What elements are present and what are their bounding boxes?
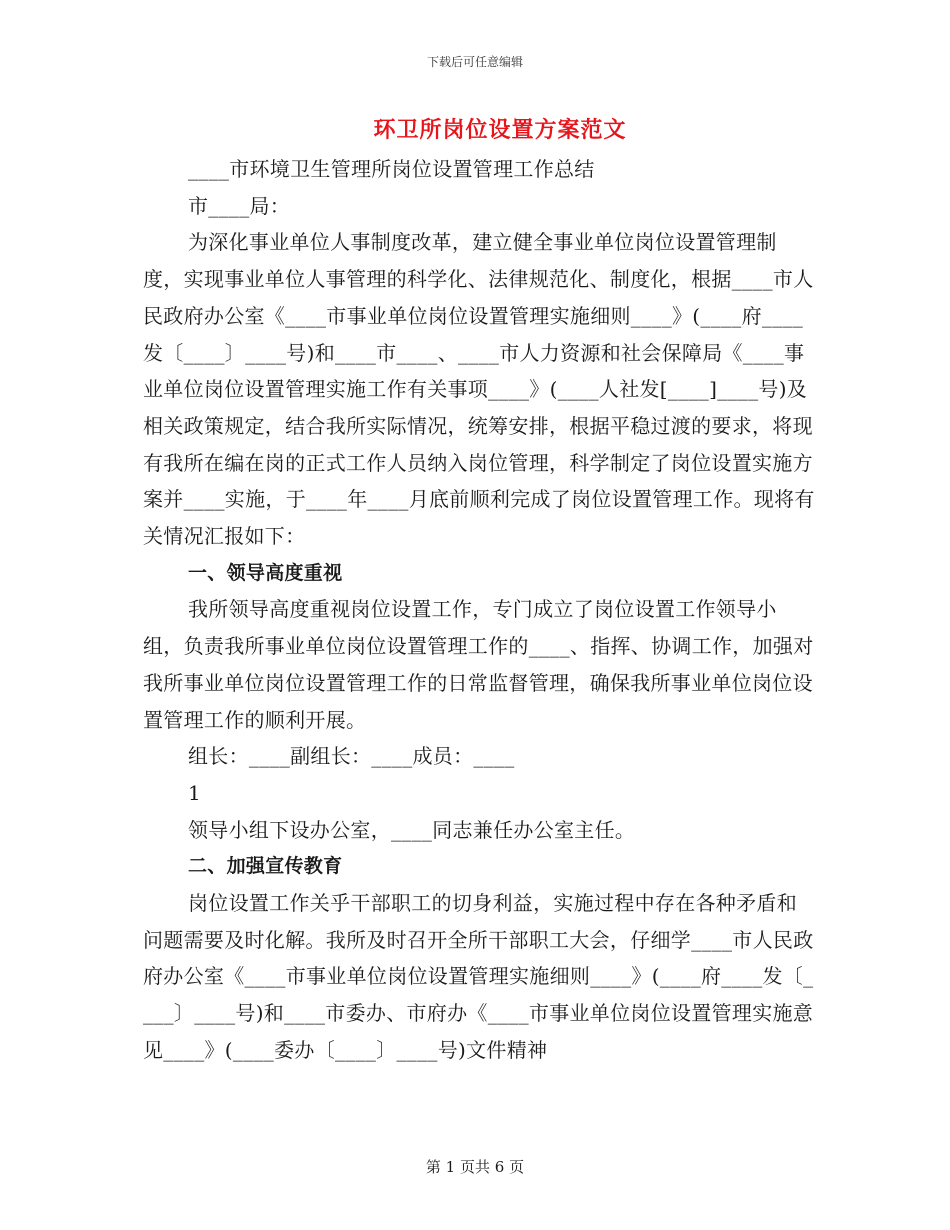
inline-page-number: 1 [188, 780, 202, 805]
section-2-heading: 二、加强宣传教育 [188, 855, 343, 878]
salutation: 市____局： [188, 193, 291, 218]
document-body [143, 151, 815, 1069]
office-note: 领导小组下设办公室，____同志兼任办公室主任。 [188, 817, 636, 842]
section-1-heading: 一、领导高度重视 [188, 561, 343, 584]
subtitle: ____市环境卫生管理所岗位设置管理工作总结 [188, 157, 595, 181]
intro-paragraph: 为深化事业单位人事制度改革，建立健全事业单位岗位设置管理制度，实现事业单位人事管理的科学化、法律规范化、制度化，根据____市人民政府办公室《____市事业单位岗位设置管理实施细则____》(____府____发〔____〕____号)和____市____、____市人力资源和社会保障局《____事业单位岗位设置管理实施工作有关事项____》(____人社发[____]____号)及相关政策规定，结合我所实际情况，统筹安排，根据平稳过渡的要求，将现有我所在编在岗的正式工作人员纳入岗位管理，科学制定了岗位设置实施方案并____实施，于____年____月底前顺利完成了岗位设置管理工作。现将有关情况汇报如下： [143, 230, 815, 549]
section-1-paragraph: 我所领导高度重视岗位设置工作，专门成立了岗位设置工作领导小组，负责我所事业单位岗位设置管理工作的____、指挥、协调工作，加强对我所事业单位岗位设置管理工作的日常监督管理，确保我所事业单位岗位设置管理工作的顺利开展。 [143, 597, 814, 732]
section-2-paragraph: 岗位设置工作关乎干部职工的切身利益，实施过程中存在各种矛盾和问题需要及时化解。我所及时召开全所干部职工大会，仔细学____市人民政府办公室《____市事业单位岗位设置管理实施细则____》(____府____发〔____〕____号)和____市委办、市府办《____市事业单位岗位设置管理实施意见____》(____委办〔____〕____号)文件精神 [143, 891, 814, 1062]
header-note: 下载后可任意编辑 [426, 55, 523, 69]
document-title: 环卫所岗位设置方案范文 [373, 117, 627, 143]
group-members-line: 组长：____副组长：____成员：____ [188, 744, 515, 769]
page-footer: 第 1 页共 6 页 [425, 1158, 525, 1176]
